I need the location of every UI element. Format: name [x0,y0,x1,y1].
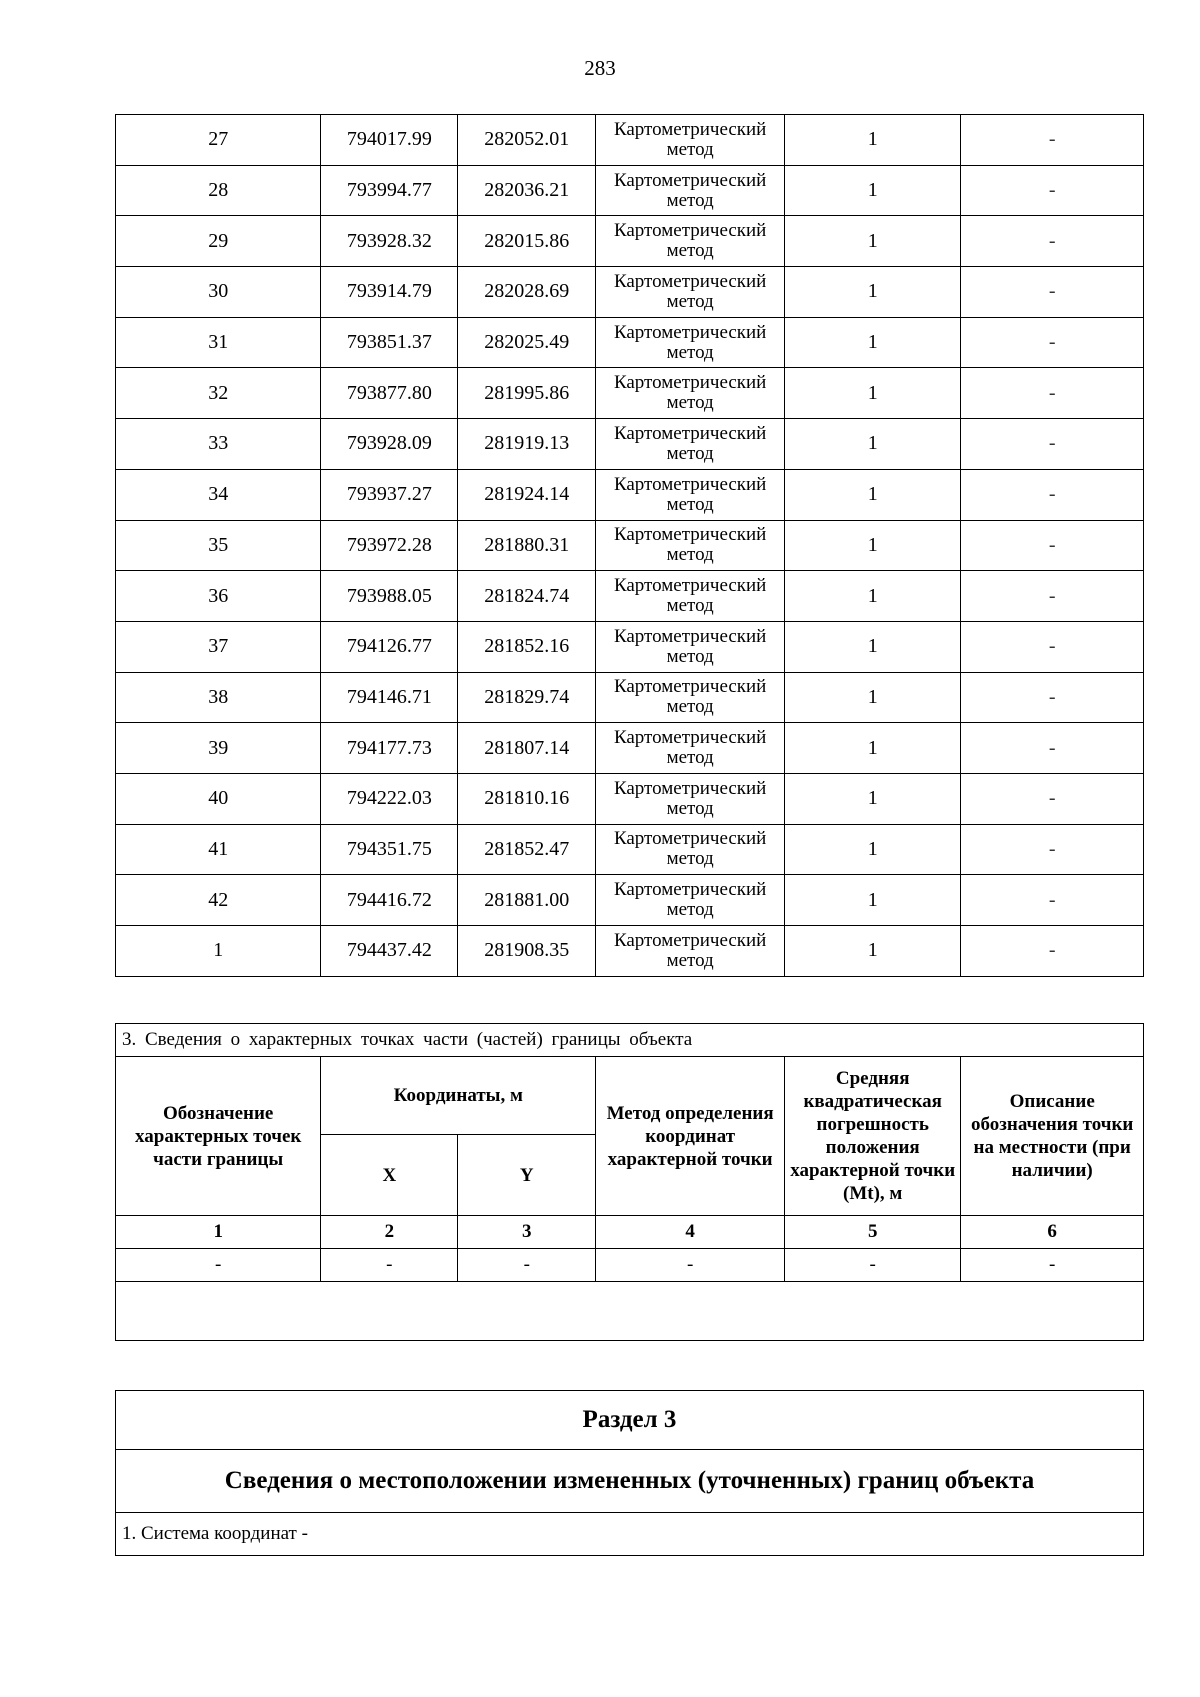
y-coordinate: 281852.47 [458,824,596,875]
x-coordinate: 794416.72 [321,875,458,926]
point-number: 40 [116,773,321,824]
accuracy-value: 1 [785,875,961,926]
coordinate-row [116,469,1144,520]
coordinate-row [116,520,1144,571]
method-line-2: метод [666,797,714,819]
point-description: - [961,621,1144,672]
method-cell [596,571,785,622]
accuracy-value: 1 [785,419,961,470]
method-line-1: Картометрический [613,828,767,850]
method-line-2: метод [666,189,714,211]
method-cell [596,875,785,926]
y-coordinate: 281807.14 [458,723,596,774]
accuracy-value: 1 [785,723,961,774]
x-coordinate: 794222.03 [321,773,458,824]
page-number: 283 [584,56,616,80]
coordinate-system-line: 1. Система координат - [116,1513,1144,1556]
method-line-1: Картометрический [613,270,767,292]
coordinate-row [116,672,1144,723]
method-cell [596,368,785,419]
empty-value: - [116,1249,321,1282]
y-coordinate: 282052.01 [458,115,596,166]
x-coordinate: 793988.05 [321,571,458,622]
method-line-2: метод [666,848,714,870]
accuracy-value: 1 [785,926,961,977]
column-number: 3 [458,1216,596,1249]
point-description: - [961,115,1144,166]
method-line-1: Картометрический [613,727,767,749]
y-coordinate: 282028.69 [458,267,596,318]
point-description: - [961,165,1144,216]
y-coordinate: 281908.35 [458,926,596,977]
method-line-1: Картометрический [613,676,767,698]
y-coordinate: 281880.31 [458,520,596,571]
section-3-block [115,1390,1144,1556]
column-number: 6 [961,1216,1144,1249]
x-coordinate: 794017.99 [321,115,458,166]
coordinate-row [116,419,1144,470]
header-y: Y [458,1135,596,1216]
point-description: - [961,216,1144,267]
blank-row [116,1282,1144,1341]
point-description: - [961,571,1144,622]
method-cell [596,216,785,267]
column-number: 4 [596,1216,785,1249]
point-number: 29 [116,216,321,267]
coordinate-row [116,317,1144,368]
accuracy-value: 1 [785,520,961,571]
x-coordinate: 794146.71 [321,672,458,723]
coordinate-row [116,571,1144,622]
point-number: 37 [116,621,321,672]
point-number: 35 [116,520,321,571]
column-number: 2 [321,1216,458,1249]
y-coordinate: 281881.00 [458,875,596,926]
header-coordinates: Координаты, м [321,1057,596,1135]
method-line-2: метод [666,392,714,414]
point-description: - [961,875,1144,926]
x-coordinate: 793937.27 [321,469,458,520]
y-coordinate: 281995.86 [458,368,596,419]
column-number: 5 [785,1216,961,1249]
method-line-1: Картометрический [613,321,767,343]
coordinates-table-body [116,115,1144,977]
point-number: 33 [116,419,321,470]
method-line-2: метод [666,949,714,971]
method-line-2: метод [666,696,714,718]
accuracy-value: 1 [785,216,961,267]
coordinate-row [116,773,1144,824]
header-designation: Обозначение характерных точек части границы [116,1057,321,1216]
accuracy-value: 1 [785,317,961,368]
method-line-1: Картометрический [613,473,767,495]
method-cell [596,621,785,672]
accuracy-value: 1 [785,368,961,419]
method-cell [596,317,785,368]
y-coordinate: 281829.74 [458,672,596,723]
point-number: 34 [116,469,321,520]
accuracy-value: 1 [785,621,961,672]
method-line-2: метод [666,138,714,160]
accuracy-value: 1 [785,824,961,875]
point-number: 27 [116,115,321,166]
x-coordinate: 793928.32 [321,216,458,267]
method-line-1: Картометрический [613,169,767,191]
point-number: 41 [116,824,321,875]
method-line-2: метод [666,595,714,617]
header-x: X [321,1135,458,1216]
method-line-2: метод [666,493,714,515]
point-number: 42 [116,875,321,926]
method-line-1: Картометрический [613,625,767,647]
y-coordinate: 281824.74 [458,571,596,622]
point-description: - [961,267,1144,318]
coordinate-row [116,723,1144,774]
coordinate-row [116,875,1144,926]
point-number: 39 [116,723,321,774]
y-coordinate: 281924.14 [458,469,596,520]
method-line-2: метод [666,240,714,262]
method-line-2: метод [666,290,714,312]
method-line-1: Картометрический [613,929,767,951]
point-description: - [961,723,1144,774]
empty-value: - [321,1249,458,1282]
empty-value: - [785,1249,961,1282]
point-description: - [961,469,1144,520]
method-line-2: метод [666,645,714,667]
method-cell [596,824,785,875]
empty-value: - [596,1249,785,1282]
point-number: 28 [116,165,321,216]
x-coordinate: 793877.80 [321,368,458,419]
accuracy-value: 1 [785,165,961,216]
x-coordinate: 794177.73 [321,723,458,774]
section-title: Раздел 3 [116,1391,1144,1450]
point-number: 38 [116,672,321,723]
empty-value: - [961,1249,1144,1282]
method-line-1: Картометрический [613,777,767,799]
coordinate-row [116,621,1144,672]
header-accuracy: Средняя квадратическая погрешность положения характерной точки (Mt), м [785,1057,961,1216]
coordinate-row [116,216,1144,267]
y-coordinate: 281919.13 [458,419,596,470]
method-cell [596,469,785,520]
method-line-2: метод [666,747,714,769]
accuracy-value: 1 [785,469,961,520]
method-line-1: Картометрический [613,220,767,242]
method-line-1: Картометрический [613,575,767,597]
point-number: 30 [116,267,321,318]
method-cell [596,165,785,216]
x-coordinate: 794351.75 [321,824,458,875]
method-cell [596,115,785,166]
x-coordinate: 793914.79 [321,267,458,318]
column-number: 1 [116,1216,321,1249]
empty-value: - [458,1249,596,1282]
point-description: - [961,824,1144,875]
method-line-1: Картометрический [613,118,767,140]
method-cell [596,926,785,977]
method-cell [596,773,785,824]
header-description: Описание обозначения точки на местности (при наличии) [961,1057,1144,1216]
method-line-1: Картометрический [613,879,767,901]
point-description: - [961,368,1144,419]
x-coordinate: 793972.28 [321,520,458,571]
accuracy-value: 1 [785,571,961,622]
method-line-1: Картометрический [613,422,767,444]
x-coordinate: 793994.77 [321,165,458,216]
point-number: 1 [116,926,321,977]
y-coordinate: 282025.49 [458,317,596,368]
y-coordinate: 282036.21 [458,165,596,216]
x-coordinate: 793851.37 [321,317,458,368]
accuracy-value: 1 [785,267,961,318]
method-line-2: метод [666,544,714,566]
point-number: 36 [116,571,321,622]
coordinate-row [116,926,1144,977]
method-line-2: метод [666,442,714,464]
method-cell [596,267,785,318]
method-cell [596,419,785,470]
point-description: - [961,672,1144,723]
method-line-1: Картометрический [613,372,767,394]
point-description: - [961,419,1144,470]
section-subtitle: Сведения о местоположении измененных (уточненных) границ объекта [116,1450,1144,1513]
y-coordinate: 281810.16 [458,773,596,824]
accuracy-value: 1 [785,672,961,723]
part-points-table [115,1023,1144,1341]
point-description: - [961,926,1144,977]
part-points-caption: 3. Сведения о характерных точках части (частей) границы объекта [116,1024,1144,1057]
coordinates-table [115,114,1144,977]
x-coordinate: 794437.42 [321,926,458,977]
method-cell [596,723,785,774]
coordinate-row [116,368,1144,419]
point-description: - [961,773,1144,824]
x-coordinate: 794126.77 [321,621,458,672]
x-coordinate: 793928.09 [321,419,458,470]
point-description: - [961,317,1144,368]
y-coordinate: 282015.86 [458,216,596,267]
method-line-1: Картометрический [613,524,767,546]
method-line-2: метод [666,341,714,363]
header-method: Метод определения координат характерной точки [596,1057,785,1216]
method-cell [596,520,785,571]
y-coordinate: 281852.16 [458,621,596,672]
point-number: 31 [116,317,321,368]
coordinate-row [116,267,1144,318]
point-description: - [961,520,1144,571]
point-number: 32 [116,368,321,419]
accuracy-value: 1 [785,115,961,166]
coordinate-row [116,165,1144,216]
method-cell [596,672,785,723]
accuracy-value: 1 [785,773,961,824]
method-line-2: метод [666,899,714,921]
coordinate-row [116,115,1144,166]
coordinate-row [116,824,1144,875]
